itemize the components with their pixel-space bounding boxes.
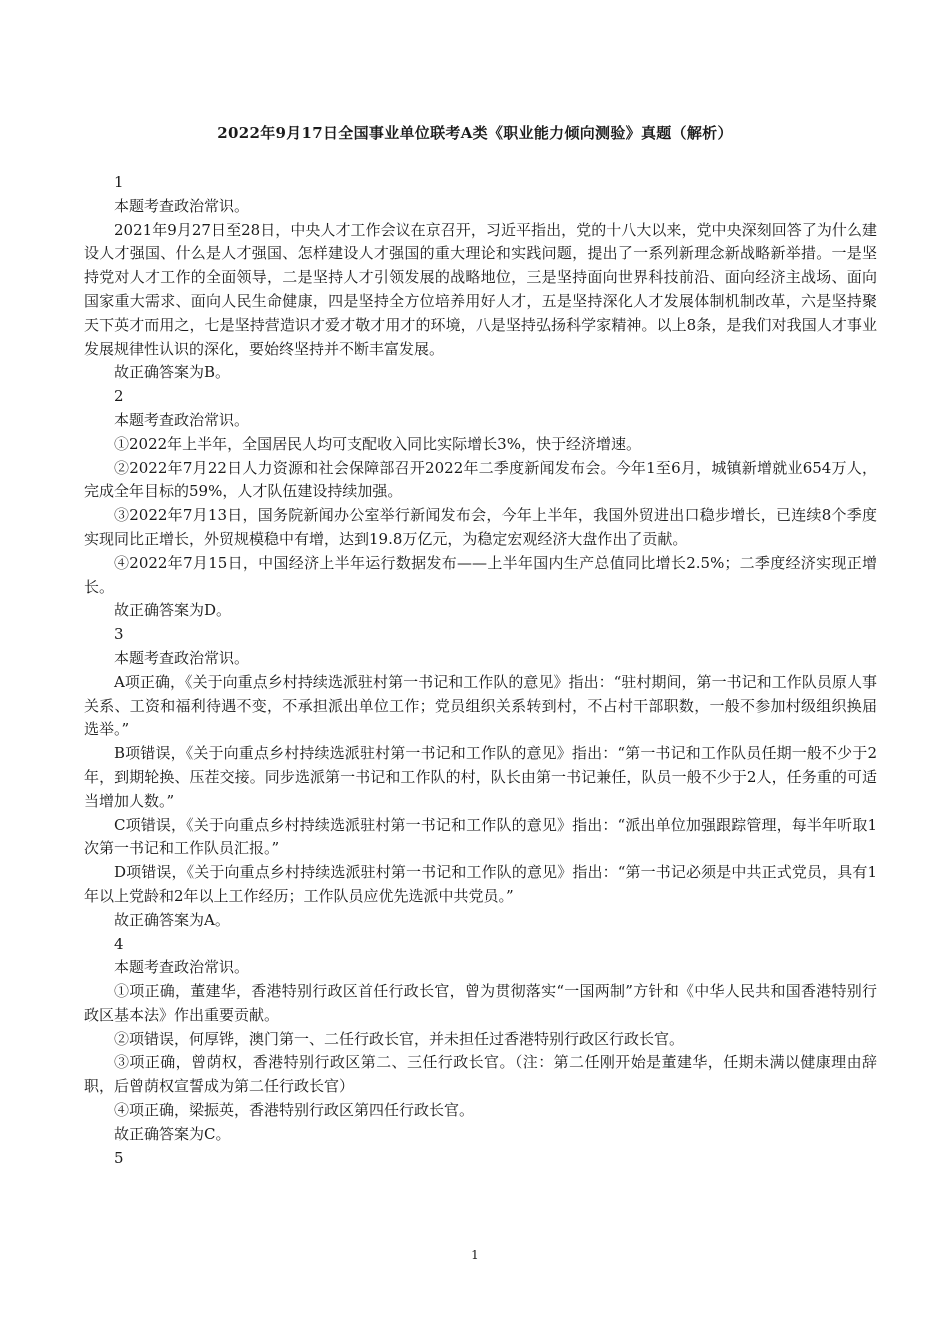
paragraph: D项错误，《关于向重点乡村持续选派驻村第一书记和工作队的意见》指出：“第一书记必须是中共正式党员，具有1年以上党龄和2年以上工作经历；工作队员应优先选派中共党员。” [84, 863, 877, 905]
paragraph-answer: 故正确答案为C。 [114, 1124, 231, 1143]
paragraph: ④2022年7月15日，中国经济上半年运行数据发布——上半年国内生产总值同比增长2.5%；二季度经济实现正增长。 [84, 553, 877, 596]
paragraph: ①2022年上半年，全国居民人均可支配收入同比实际增长3%，快于经济增速。 [114, 434, 641, 453]
paragraph-question-number: 2 [114, 387, 124, 406]
document-title: 2022年9月17日全国事业单位联考A类《职业能力倾向测验》真题（解析） [217, 124, 733, 142]
paragraph-answer: 故正确答案为D。 [114, 601, 232, 620]
paragraph-question-number: 1 [114, 173, 124, 191]
paragraph: B项错误，《关于向重点乡村持续选派驻村第一书记和工作队的意见》指出：“第一书记和工作队员任期一般不少于2年，到期轮换、压茬交接。同步选派第一书记和工作队的村，队长由第一书记兼任，队员一般不少于2人，任务重的可适当增加人数。” [84, 744, 877, 810]
paragraph: ①项正确，董建华，香港特别行政区首任行政长官，曾为贯彻落实“一国两制”方针和《中华人民共和国香港特别行政区基本法》作出重要贡献。 [84, 982, 877, 1024]
paragraph: ②项错误，何厚铧，澳门第一、二任行政长官，并未担任过香港特别行政区行政长官。 [114, 1029, 685, 1048]
paragraph: 本题考查政治常识。 [114, 648, 250, 667]
paragraph: 本题考查政治常识。 [114, 410, 250, 429]
document-body [84, 171, 877, 1170]
paragraph: ③项正确，曾荫权，香港特别行政区第二、三任行政长官。（注：第二任刚开始是董建华，任期未满以健康理由辞职，后曾荫权宣誓成为第二任行政长官） [84, 1053, 877, 1096]
paragraph: A项正确，《关于向重点乡村持续选派驻村第一书记和工作队的意见》指出：“驻村期间，第一书记和工作队员原人事关系、工资和福利待遇不变，不承担派出单位工作；党员组织关系转到村，不占村干部职数，一般不参加村级组织换届选举。” [84, 672, 877, 739]
paragraph: 本题考查政治常识。 [114, 196, 250, 215]
paragraph: C项错误，《关于向重点乡村持续选派驻村第一书记和工作队的意见》指出：“派出单位加强跟踪管理，每半年听取1次第一书记和工作队员汇报。” [84, 815, 877, 858]
paragraph: ②2022年7月22日人力资源和社会保障部召开2022年二季度新闻发布会。今年1至6月，城镇新增就业654万人，完成全年目标的59%，人才队伍建设持续加强。 [84, 458, 877, 501]
paragraph-question-number: 4 [114, 934, 124, 953]
paragraph-answer: 故正确答案为A。 [114, 910, 230, 929]
paragraph-question-number: 5 [114, 1148, 124, 1167]
paragraph: 2021年9月27日至28日，中央人才工作会议在京召开，习近平指出，党的十八大以来，党中央深刻回答了为什么建设人才强国、什么是人才强国、怎样建设人才强国的重大理论和实践问题，提出了一系列新理念新战略新举措。一是坚持党对人才工作的全面领导，二是坚持人才引领发展的战略地位，三是坚持面向世界科技前沿、面向经济主战场、面向国家重大需求、面向人民生命健康，四是坚持全方位培养用好人才，五是坚持深化人才发展体制机制改革，六是坚持聚天下英才而用之，七是坚持营造识才爱才敬才用才的环境，八是坚持弘扬科学家精神。以上8条，是我们对我国人才事业发展规律性认识的深化，要始终坚持并不断丰富发展。 [84, 220, 877, 358]
paragraph: 本题考查政治常识。 [114, 958, 250, 977]
page-number: 1 [471, 1248, 479, 1262]
paragraph-question-number: 3 [114, 625, 124, 644]
paragraph-answer: 故正确答案为B。 [114, 363, 231, 382]
paragraph: ④项正确，梁振英，香港特别行政区第四任行政长官。 [114, 1101, 475, 1120]
paragraph: ③2022年7月13日，国务院新闻办公室举行新闻发布会，今年上半年，我国外贸进出口稳步增长，已连续8个季度实现同比正增长，外贸规模稳中有增，达到19.8万亿元，为稳定宏观经济大盘作出了贡献。 [84, 506, 877, 548]
